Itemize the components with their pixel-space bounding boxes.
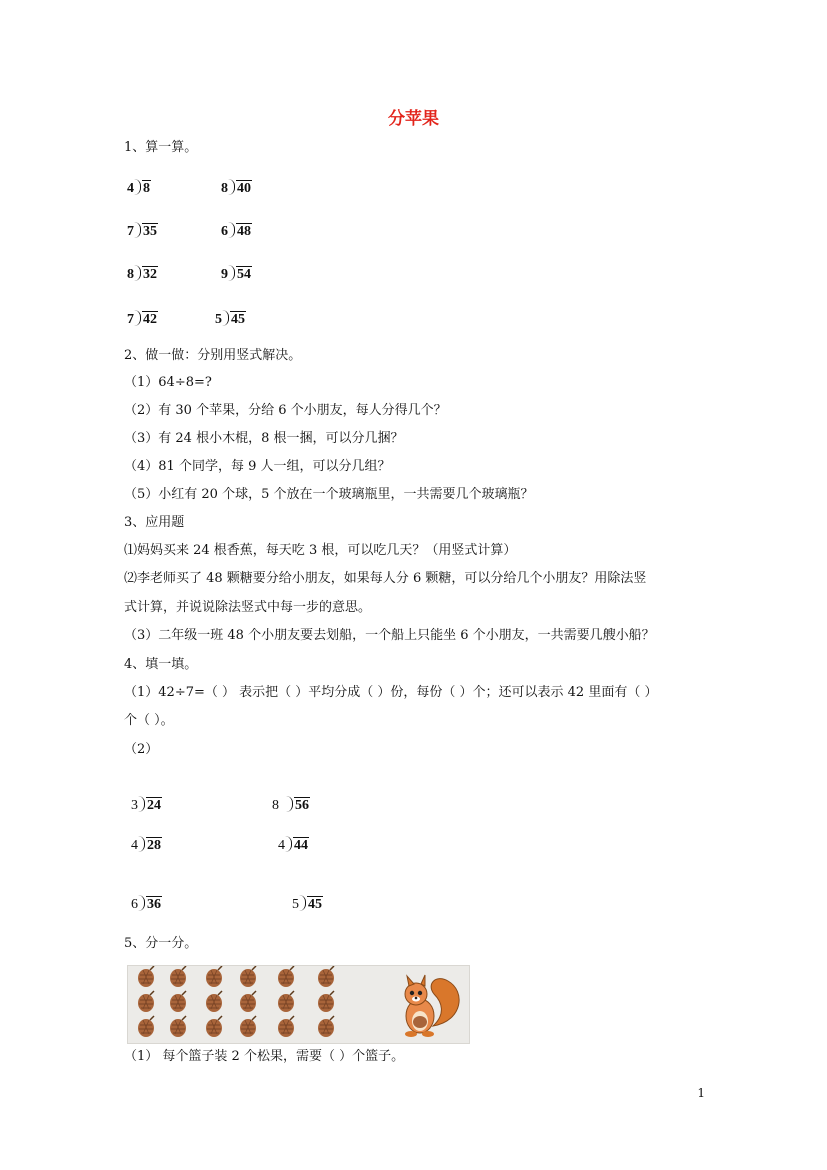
q4-problem: 6 36	[131, 897, 161, 912]
page-number: 1	[697, 1086, 705, 1100]
q4-problem: 8 56	[272, 798, 309, 813]
q2-heading: 2、做一做：分别用竖式解决。	[124, 348, 302, 363]
q1-problem: 4 8	[127, 181, 150, 196]
q1-problem: 7 35	[127, 224, 157, 239]
q4-problem: 4 44	[278, 838, 308, 853]
q3-heading: 3、应用题	[124, 515, 185, 530]
q4-line1: （1）42÷7=（ ） 表示把（ ）平均分成（ ）份，每份（ ）个；还可以表示 42 里面有（ ）	[124, 685, 658, 700]
q2-item: （5）小红有 20 个球，5 个放在一个玻璃瓶里，一共需要几个玻璃瓶？	[124, 487, 534, 502]
q3-item: （3）二年级一班 48 个小朋友要去划船，一个船上只能坐 6 个小朋友，一共需要几艘小船？	[124, 628, 655, 643]
page-title: 分苹果	[388, 109, 439, 129]
q4-sub2: （2）	[124, 742, 159, 757]
pinecones-image	[128, 966, 469, 1043]
q1-problem: 9 54	[221, 267, 251, 282]
q3-item-cont: 式计算，并说说除法竖式中每一步的意思。	[124, 600, 372, 615]
q4-heading: 4、填一填。	[124, 657, 198, 672]
pinecone-grid	[138, 966, 334, 1037]
q1-problem: 8 40	[221, 181, 251, 196]
q3-item: ⑵李老师买了 48 颗糖要分给小朋友，如果每人分 6 颗糖，可以分给几个小朋友？用除法竖	[124, 571, 647, 586]
q2-item: （2）有 30 个苹果，分给 6 个小朋友，每人分得几个？	[124, 403, 447, 418]
q1-problem: 7 42	[127, 312, 157, 327]
q1-heading: 1、算一算。	[124, 140, 198, 155]
q2-item: （1）64÷8=?	[124, 375, 212, 390]
q4-problem: 3 24	[131, 798, 161, 813]
q4-line2: 个（ ）。	[124, 713, 174, 728]
q5-item: （1） 每个篮子装 2 个松果，需要（ ）个篮子。	[124, 1049, 405, 1064]
squirrel-icon	[405, 975, 459, 1037]
q2-item: （4）81 个同学，每 9 人一组，可以分几组？	[124, 459, 391, 474]
q3-item: ⑴妈妈买来 24 根香蕉，每天吃 3 根，可以吃几天？（用竖式计算）	[124, 543, 517, 558]
q2-item: （3）有 24 根小木棍，8 根一捆，可以分几捆？	[124, 431, 404, 446]
q4-problem: 5 45	[292, 897, 322, 912]
q1-problem: 5 45	[215, 312, 245, 327]
q1-problem: 6 48	[221, 224, 251, 239]
q5-heading: 5、分一分。	[124, 936, 198, 951]
pinecone-squirrel-illustration	[127, 965, 470, 1044]
q1-problem: 8 32	[127, 267, 157, 282]
q4-problem: 4 28	[131, 838, 161, 853]
